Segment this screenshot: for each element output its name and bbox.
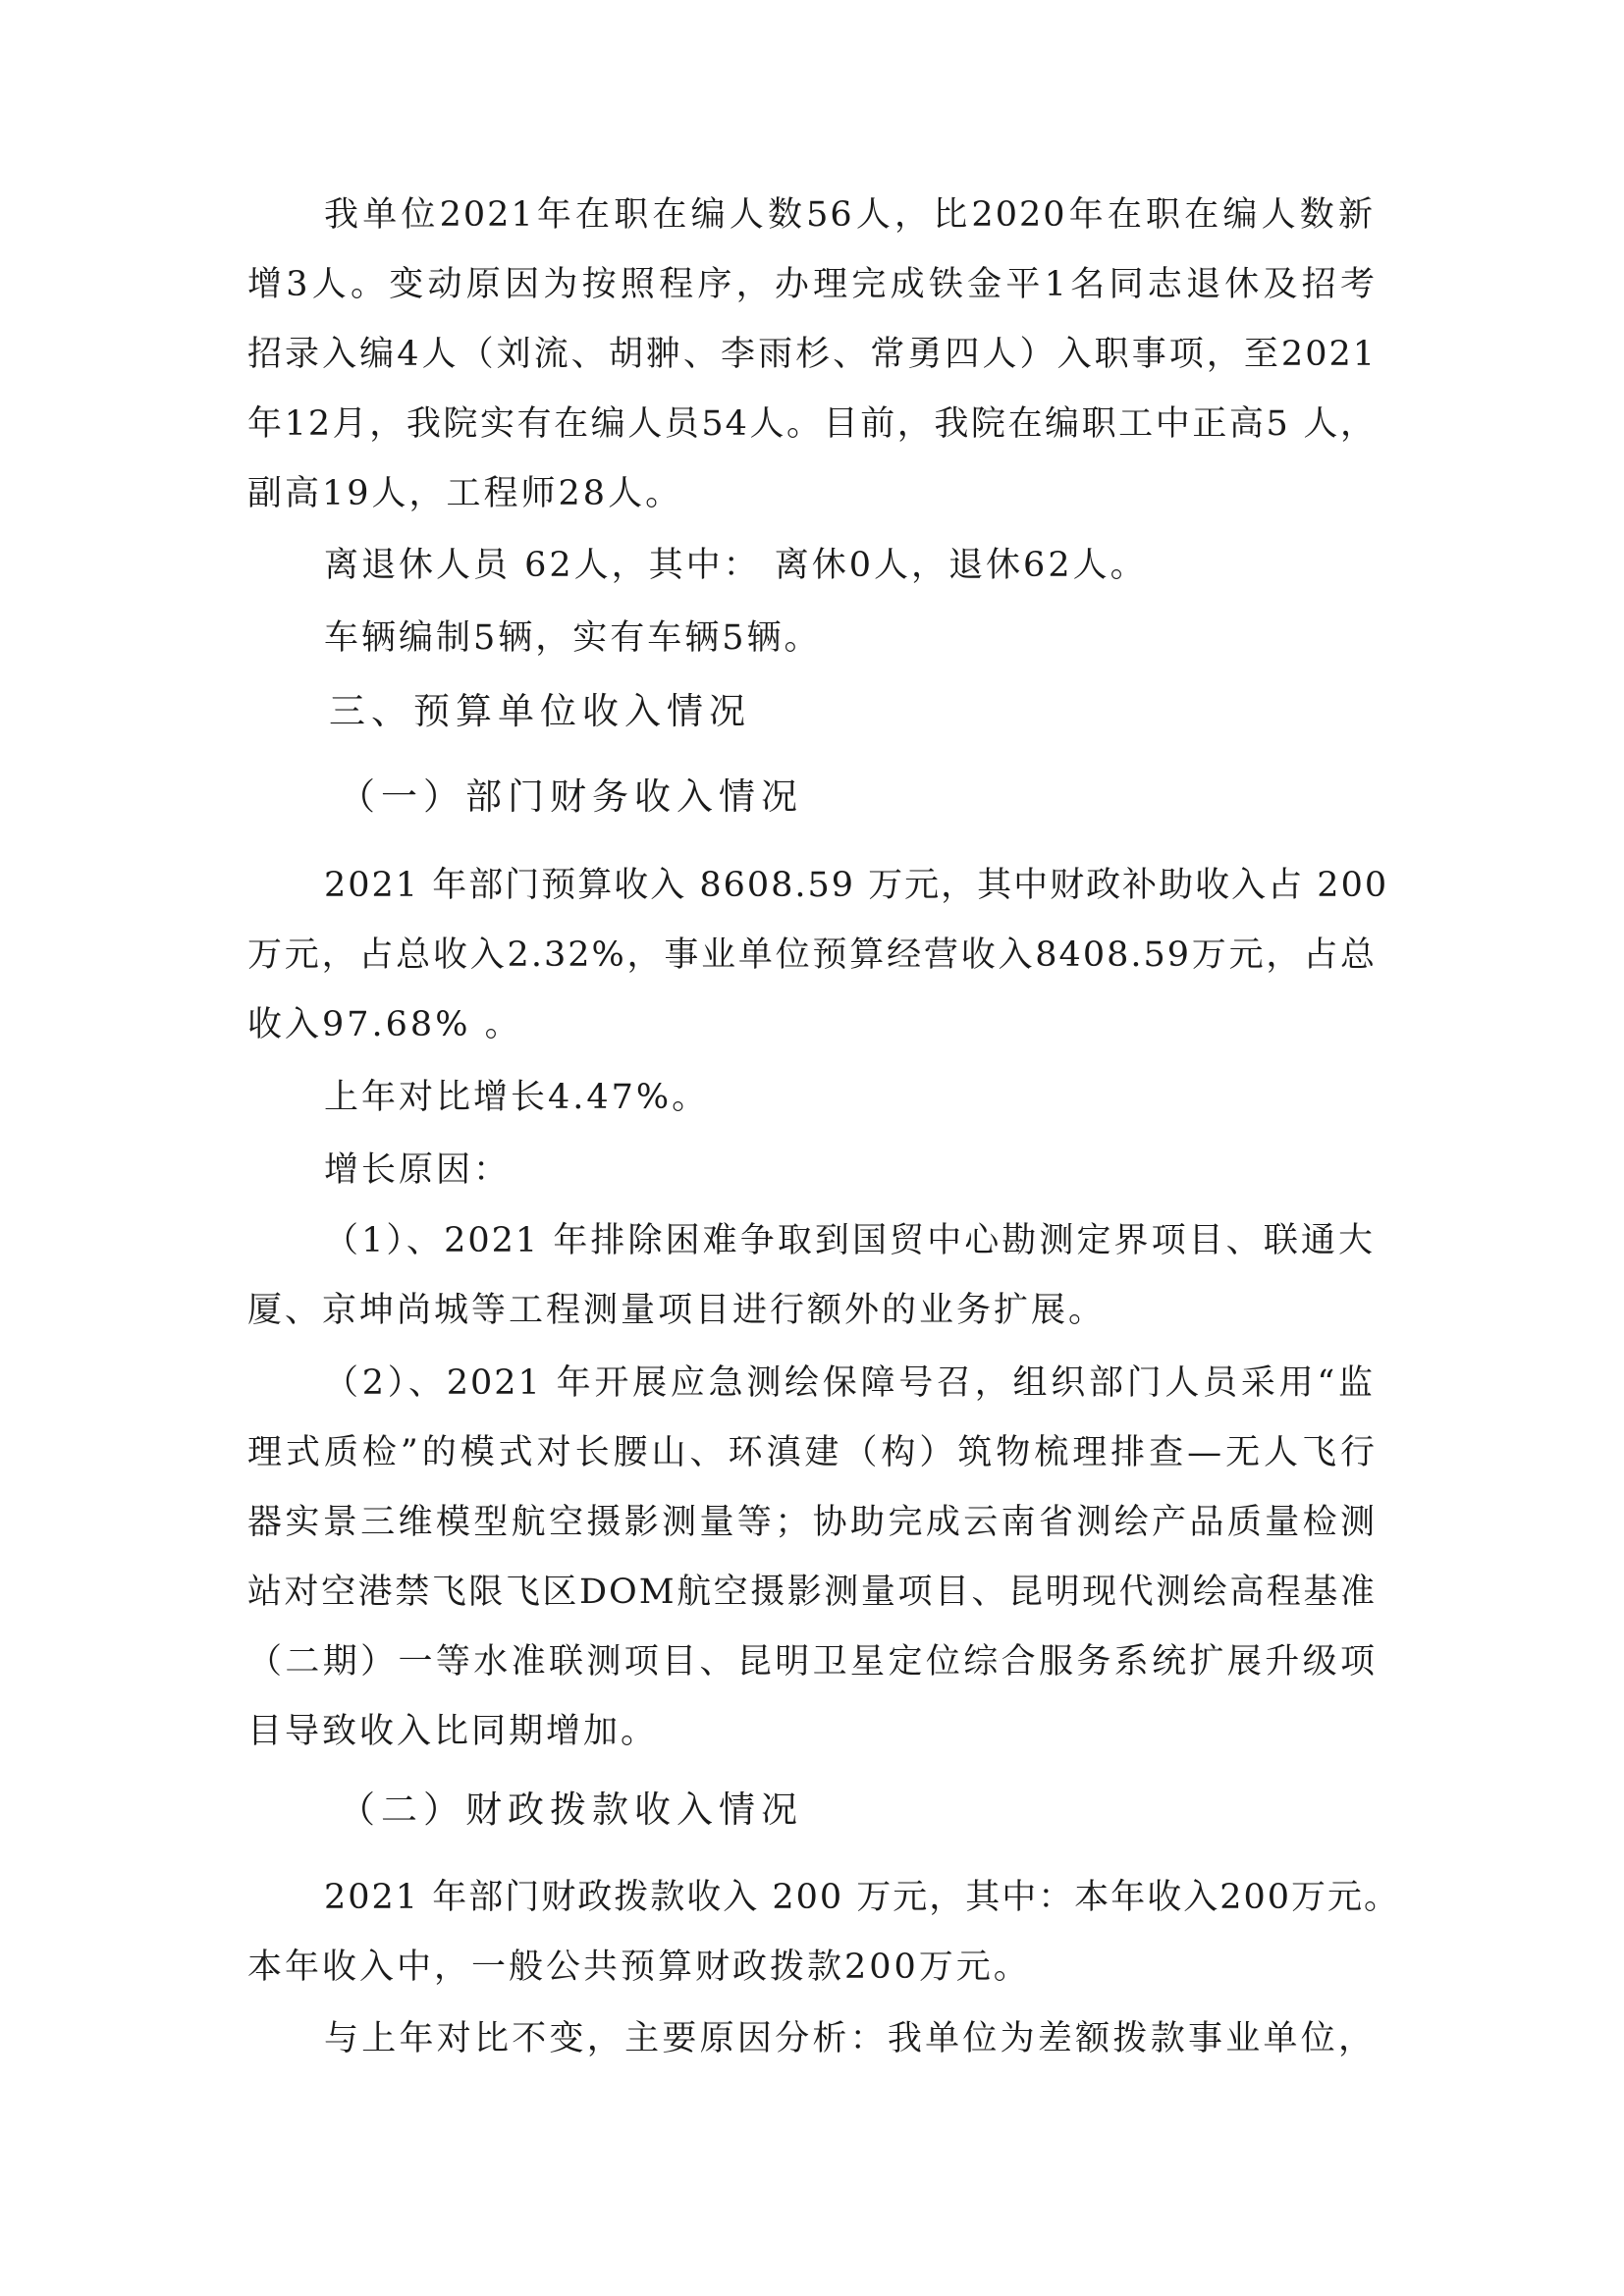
paragraph-growth-reasons-label: 增长原因：: [324, 1150, 512, 1190]
paragraph-budget-income-line-1: 2021 年部门预算收入 8608.59 万元，其中财政补助收入占 200: [324, 866, 1389, 905]
paragraph-staffing-line-2: 增3人。变动原因为按照程序，办理完成铁金平1名同志退休及招考: [247, 265, 1377, 304]
paragraph-reason-2-line-3: 器实景三维模型航空摄影测量等；协助完成云南省测绘产品质量检测: [247, 1503, 1377, 1542]
paragraph-fiscal-income-line-1: 2021 年部门财政拨款收入 200 万元，其中：本年收入200万元。: [324, 1878, 1401, 1917]
subsection-heading-department-income: （一）部门财务收入情况: [339, 775, 803, 818]
section-heading-income: 三、预算单位收入情况: [329, 690, 751, 732]
paragraph-reason-2-line-4: 站对空港禁飞限飞区DOM航空摄影测量项目、昆明现代测绘高程基准: [247, 1573, 1377, 1612]
paragraph-staffing-line-3: 招录入编4人（刘流、胡翀、李雨杉、常勇四人）入职事项，至2021: [247, 335, 1377, 374]
paragraph-budget-income-line-3: 收入97.68% 。: [247, 1005, 522, 1044]
paragraph-fiscal-income-line-2: 本年收入中，一般公共预算财政拨款200万元。: [247, 1948, 1031, 1987]
paragraph-reason-2-line-5: （二期）一等水准联测项目、昆明卫星定位综合服务系统扩展升级项: [247, 1642, 1377, 1682]
paragraph-staffing-line-4: 年12月，我院实有在编人员54人。目前，我院在编职工中正高5 人，: [247, 404, 1377, 444]
subsection-heading-fiscal-appropriation: （二）财政拨款收入情况: [339, 1789, 803, 1831]
paragraph-comparison: 与上年对比不变，主要原因分析：我单位为差额拨款事业单位，: [324, 2019, 1375, 2058]
paragraph-staffing-line-1: 我单位2021年在职在编人数56人，比2020年在职在编人数新: [324, 195, 1375, 235]
paragraph-budget-income-line-2: 万元，占总收入2.32%，事业单位预算经营收入8408.59万元，占总: [247, 935, 1377, 975]
paragraph-retirees: 离退休人员 62人，其中： 离休0人，退休62人。: [324, 546, 1148, 585]
paragraph-reason-1-line-2: 厦、京坤尚城等工程测量项目进行额外的业务扩展。: [247, 1291, 1107, 1330]
paragraph-reason-2-line-1: （2）、2021 年开展应急测绘保障号召，组织部门人员采用“监: [324, 1363, 1375, 1403]
paragraph-reason-2-line-2: 理式质检”的模式对长腰山、环滇建（构）筑物梳理排查—无人飞行: [247, 1433, 1377, 1472]
paragraph-vehicles: 车辆编制5辆，实有车辆5辆。: [324, 618, 822, 658]
paragraph-reason-1-line-1: （1）、2021 年排除困难争取到国贸中心勘测定界项目、联通大: [324, 1221, 1375, 1260]
paragraph-staffing-line-5: 副高19人，工程师28人。: [247, 474, 683, 513]
paragraph-reason-2-line-6: 目导致收入比同期增加。: [247, 1712, 659, 1751]
paragraph-growth: 上年对比增长4.47%。: [324, 1078, 710, 1117]
